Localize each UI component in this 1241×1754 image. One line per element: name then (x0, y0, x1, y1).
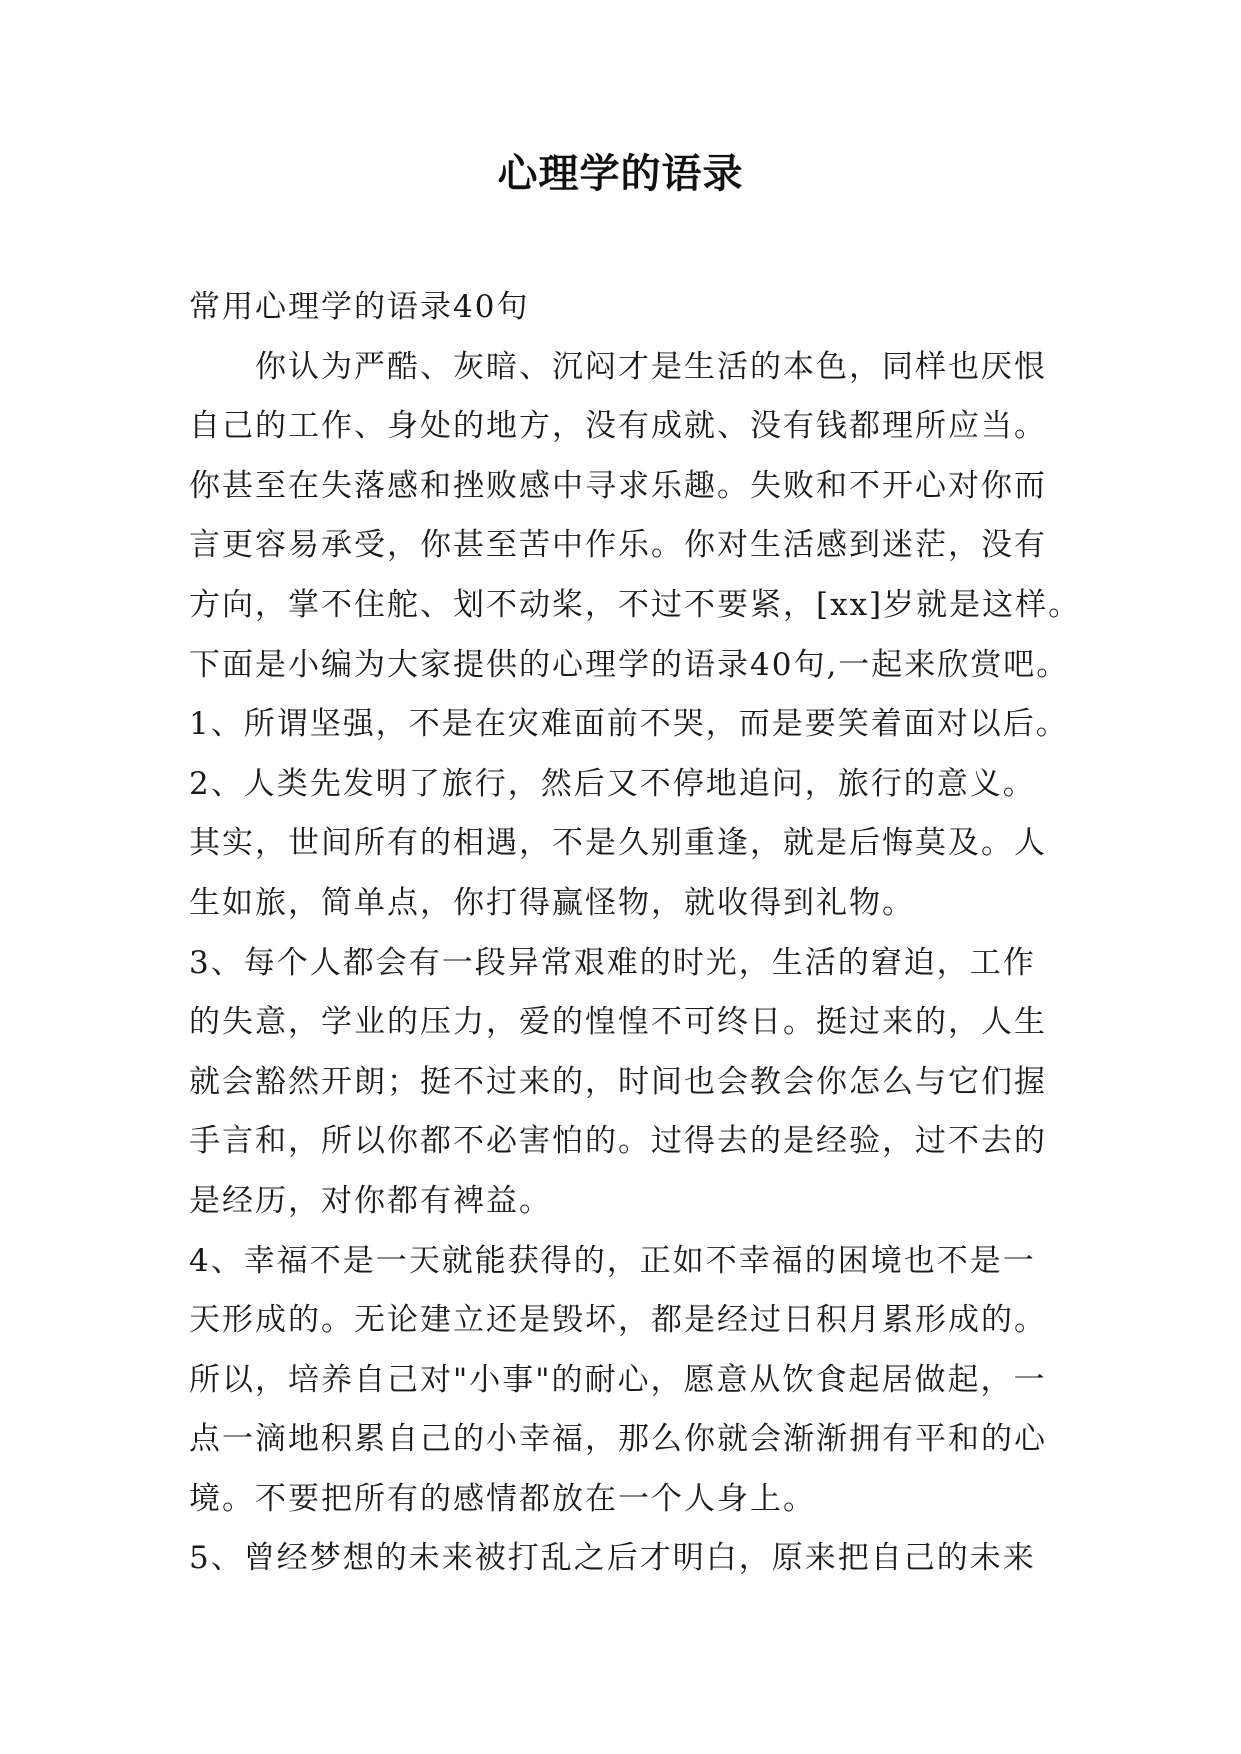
quote-line: 天形成的。无论建立还是毁坏，都是经过日积月累形成的。 (189, 1302, 1047, 1339)
quote-line: 其实，世间所有的相遇，不是久别重逢，就是后悔莫及。人 (189, 825, 1047, 862)
paragraph-line: 自己的工作、身处的地方，没有成就、没有钱都理所应当。 (189, 408, 1047, 445)
quote-line: 的失意，学业的压力，爱的惶惶不可终日。挺过来的，人生 (189, 1004, 1047, 1041)
quote-line: 境。不要把所有的感情都放在一个人身上。 (189, 1480, 816, 1517)
paragraph-line: 言更容易承受，你甚至苦中作乐。你对生活感到迷茫，没有 (189, 527, 1047, 564)
document-title: 心理学的语录 (497, 151, 744, 197)
quote-line: 4、幸福不是一天就能获得的，正如不幸福的困境也不是一 (189, 1242, 1036, 1279)
quote-line: 点一滴地积累自己的小幸福，那么你就会渐渐拥有平和的心 (189, 1421, 1047, 1458)
quote-line: 生如旅，简单点，你打得赢怪物，就收得到礼物。 (189, 884, 915, 921)
quote-line: 1、所谓坚强，不是在灾难面前不哭，而是要笑着面对以后。 (189, 706, 1069, 743)
paragraph-line: 你认为严酷、灰暗、沉闷才是生活的本色，同样也厌恨 (189, 348, 1047, 385)
subtitle-line: 常用心理学的语录40句 (189, 289, 530, 325)
quote-line: 手言和，所以你都不必害怕的。过得去的是经验，过不去的 (189, 1123, 1047, 1160)
paragraph-line: 你甚至在失落感和挫败感中寻求乐趣。失败和不开心对你而 (189, 467, 1047, 504)
quote-line: 2、人类先发明了旅行，然后又不停地追问，旅行的意义。 (189, 765, 1036, 802)
paragraph-line: 下面是小编为大家提供的心理学的语录40句,一起来欣赏吧。 (189, 646, 1070, 683)
quote-line: 所以，培养自己对"小事"的耐心，愿意从饮食起居做起，一 (189, 1361, 1047, 1398)
document-body (189, 278, 1089, 1589)
quote-line: 是经历，对你都有裨益。 (189, 1182, 552, 1219)
quote-line: 5、曾经梦想的未来被打乱之后才明白，原来把自己的未来 (189, 1540, 1036, 1577)
quote-line: 就会豁然开朗；挺不过来的，时间也会教会你怎么与它们握 (189, 1063, 1047, 1100)
paragraph-line: 方向，掌不住舵、划不动桨，不过不要紧，[xx]岁就是这样。 (189, 586, 1082, 623)
quote-line: 3、每个人都会有一段异常艰难的时光，生活的窘迫，工作 (189, 944, 1036, 981)
